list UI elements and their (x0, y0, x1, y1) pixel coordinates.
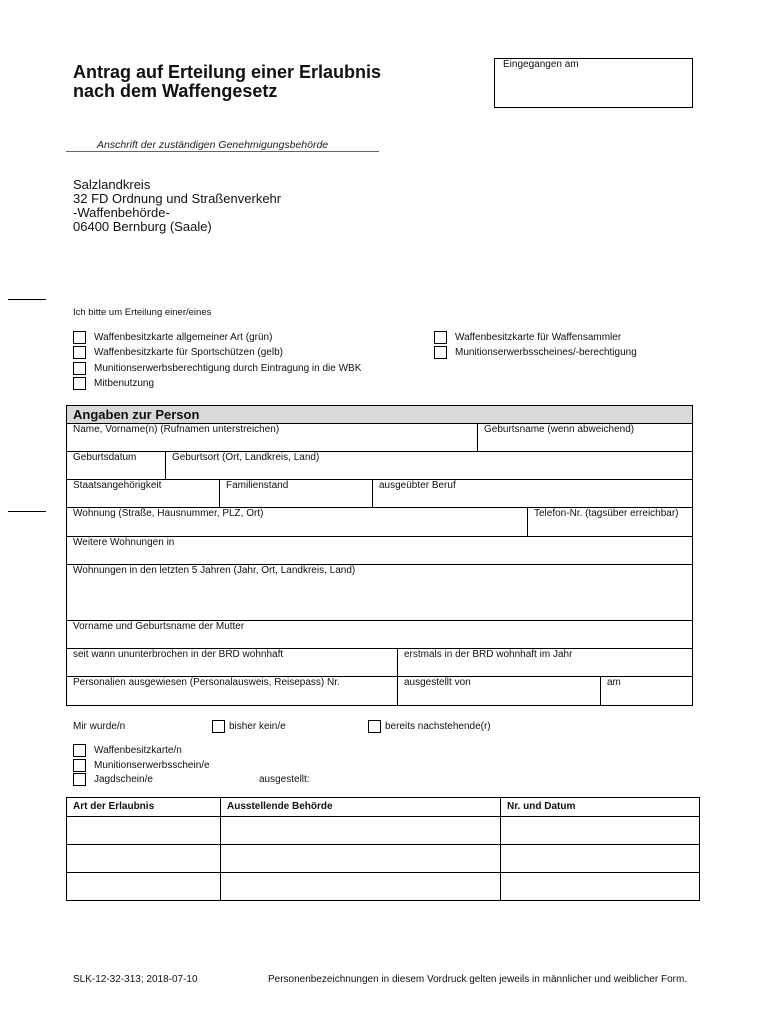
field-label: Name, Vorname(n) (Rufnamen unterstreichen) (73, 424, 280, 435)
checkbox-prior-ammo[interactable] (73, 759, 86, 772)
field-label: ausgeübter Beruf (379, 480, 456, 491)
nationality-field[interactable] (67, 480, 219, 507)
option-label: Munitionserwerbsscheines/-berechtigung (455, 346, 637, 358)
option-label: Waffenbesitzkarte für Waffensammler (455, 331, 622, 343)
field-label: Familienstand (226, 480, 289, 491)
checkbox-ammo-permit[interactable] (434, 346, 447, 359)
authority-caption-rule (66, 151, 379, 152)
field-label: Vorname und Geburtsname der Mutter (73, 621, 245, 632)
section-heading: Angaben zur Person (67, 406, 692, 423)
resident-since-field[interactable] (67, 649, 397, 676)
option-shared-use (73, 377, 154, 390)
form-title-line-1: Antrag auf Erteilung einer Erlaubnis (73, 62, 382, 82)
form-row (67, 451, 692, 479)
address-line: -Waffenbehörde- (73, 205, 170, 220)
form-row (67, 536, 692, 564)
field-label: Telefon-Nr. (tagsüber erreichbar) (534, 508, 679, 519)
option-existing-prior (368, 720, 491, 733)
form-row (67, 564, 692, 620)
checkbox-none-prior[interactable] (212, 720, 225, 733)
fold-mark (8, 299, 46, 300)
field-label: Geburtsort (Ort, Landkreis, Land) (172, 452, 320, 463)
table-cell[interactable] (220, 845, 500, 872)
field-label: seit wann ununterbrochen in der BRD wohnhaft (73, 649, 284, 660)
option-label: Waffenbesitzkarte für Sportschützen (gelb) (94, 346, 283, 358)
form-row (67, 676, 692, 705)
form-row (67, 507, 692, 536)
personal-data-section (66, 405, 693, 706)
issued-on-field[interactable] (600, 677, 692, 705)
field-label: Personalien ausgewiesen (Personalausweis, Reisepass) Nr. (73, 677, 340, 688)
authority-caption: Anschrift der zuständigen Genehmigungsbehörde (97, 139, 329, 151)
checkbox-ammo-wbk[interactable] (73, 362, 86, 375)
mother-name-field[interactable] (67, 621, 692, 648)
form-row (67, 479, 692, 507)
table-cell[interactable] (67, 845, 220, 872)
table-row (67, 816, 699, 844)
form-row (67, 648, 692, 676)
table-row (67, 872, 699, 900)
table-cell[interactable] (67, 873, 220, 900)
option-label: Waffenbesitzkarte allgemeiner Art (grün) (94, 331, 273, 343)
checkbox-prior-wbk[interactable] (73, 744, 86, 757)
marital-status-field[interactable] (219, 480, 372, 507)
field-label: erstmals in der BRD wohnhaft im Jahr (404, 649, 573, 660)
option-ammo-wbk (73, 362, 361, 375)
table-cell[interactable] (220, 873, 500, 900)
table-cell[interactable] (220, 817, 500, 844)
checkbox-prior-hunting[interactable] (73, 773, 86, 786)
table-header (67, 798, 699, 816)
other-residences-field[interactable] (67, 537, 692, 564)
permits-table (66, 797, 700, 901)
address-line: 06400 Bernburg (Saale) (73, 219, 212, 234)
prior-permits-intro: Mir wurde/n (73, 721, 126, 732)
form-title-line-2: nach dem Waffengesetz (73, 81, 278, 101)
option-wbk-general (73, 331, 272, 344)
field-label: Wohnungen in den letzten 5 Jahren (Jahr, Ort, Landkreis, Land) (73, 565, 356, 576)
option-label: bereits nachstehende(r) (385, 720, 491, 732)
option-none-prior (212, 720, 286, 733)
form-row (67, 423, 692, 451)
issued-label: ausgestellt: (259, 774, 310, 785)
field-label: am (607, 677, 621, 688)
birth-date-field[interactable] (67, 452, 165, 479)
id-document-field[interactable] (67, 677, 397, 705)
option-label: Munitionserwerbsberechtigung durch Eintragung in die WBK (94, 362, 362, 374)
table-cell[interactable] (500, 845, 699, 872)
field-label: Staatsangehörigkeit (73, 480, 162, 491)
first-resident-year-field[interactable] (397, 649, 692, 676)
field-label: Wohnung (Straße, Hausnummer, PLZ, Ort) (73, 508, 264, 519)
checkbox-existing-prior[interactable] (368, 720, 381, 733)
option-label: Waffenbesitzkarte/n (94, 744, 182, 756)
option-label: bisher kein/e (229, 720, 286, 732)
address-line: Salzlandkreis (73, 177, 151, 192)
address-line: 32 FD Ordnung und Straßenverkehr (73, 191, 282, 206)
authority-address (73, 178, 281, 234)
option-wbk-collector (434, 331, 621, 344)
birth-name-field[interactable] (477, 424, 692, 451)
received-date-label: Eingegangen am (503, 59, 579, 70)
gender-note: Personenbezeichnungen in diesem Vordruck gelten jeweils in männlicher und weiblicher Form. (268, 974, 688, 985)
field-label: Weitere Wohnungen in (73, 537, 175, 548)
table-cell[interactable] (67, 817, 220, 844)
checkbox-wbk-sport[interactable] (73, 346, 86, 359)
checkbox-wbk-collector[interactable] (434, 331, 447, 344)
option-prior-wbk (73, 744, 182, 757)
option-prior-ammo (73, 759, 210, 772)
issued-by-field[interactable] (397, 677, 600, 705)
checkbox-shared-use[interactable] (73, 377, 86, 390)
option-label: Munitionserwerbsschein/e (94, 759, 210, 771)
checkbox-wbk-general[interactable] (73, 331, 86, 344)
table-cell[interactable] (500, 873, 699, 900)
column-header: Art der Erlaubnis (73, 801, 155, 812)
field-label: Geburtsdatum (73, 452, 137, 463)
field-label: ausgestellt von (404, 677, 471, 688)
column-header: Nr. und Datum (500, 798, 699, 816)
option-label: Jagdschein/e (94, 773, 153, 785)
residence-field[interactable] (67, 508, 527, 536)
request-intro: Ich bitte um Erteilung einer/eines (73, 307, 212, 318)
option-ammo-permit (434, 346, 637, 359)
phone-field[interactable] (527, 508, 692, 536)
table-row (67, 844, 699, 872)
table-cell[interactable] (500, 817, 699, 844)
field-label: Geburtsname (wenn abweichend) (484, 424, 635, 435)
form-id: SLK-12-32-313; 2018-07-10 (73, 974, 198, 985)
option-prior-hunting (73, 773, 153, 786)
received-date-box[interactable] (494, 58, 693, 108)
form-title (73, 63, 381, 101)
option-wbk-sport (73, 346, 283, 359)
occupation-field[interactable] (372, 480, 692, 507)
name-field[interactable] (67, 424, 477, 451)
column-header: Ausstellende Behörde (220, 798, 500, 816)
option-label: Mitbenutzung (94, 377, 155, 389)
fold-mark (8, 511, 46, 512)
past-residences-field[interactable] (67, 565, 692, 620)
form-row (67, 620, 692, 648)
birth-place-field[interactable] (165, 452, 692, 479)
